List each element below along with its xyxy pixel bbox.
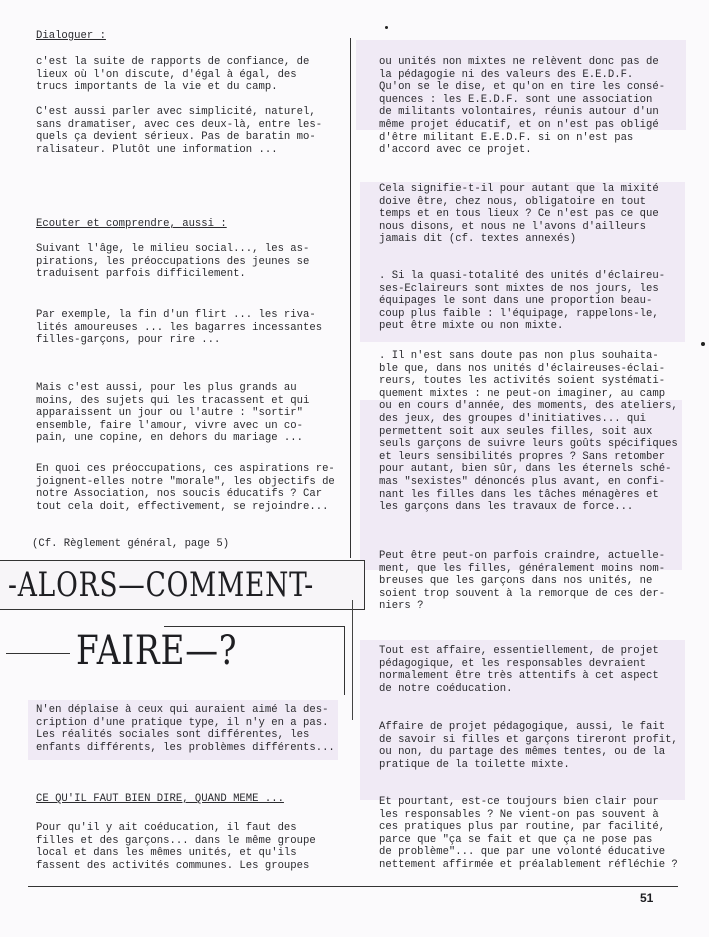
banner-line-2: FAIRE—? bbox=[76, 628, 238, 674]
paragraph: Par exemple, la fin d'un flirt ... les riva- lités amoureuses ... les bagarres incessantes filles-garçons, pour rire ... bbox=[36, 309, 323, 347]
paragraph: . Il n'est sans doute pas non plus souhaita- ble que, dans nos unités d'éclaireuses-éclai- reurs, toutes les activités soient systémati- quement mixtes : ne peut-on imaginer, au camp ou en cours d'année, des moments, des ateliers, des jeux, des groupes d'initiatives... qui permettent soit aux seules filles, soit aux seuls garçons de suivre leurs goûts spécifiques et leurs sensibilités propres ? Sans retomber pour autant, bien sûr, dans les éternels sché- mas "sexistes" dénoncés plus avant, en confi- nant les filles dans les tâches ménagères et les garçons dans les travaux de force... bbox=[379, 350, 678, 514]
heading-dialoguer: Dialoguer : bbox=[36, 30, 106, 42]
paragraph: ou unités non mixtes ne relèvent donc pas de la pédagogie ni des valeurs des E.E.D.F. Qu'on se le dise, et qu'on en tire les consé- quences : les E.E.D.F. sont une association de militants volontaires, réunis autour d'un même projet éducatif, et on n'est pas obligé d'être militant E.E.D.F. si on n'est pas d'accord avec ce projet. bbox=[379, 56, 666, 157]
column-divider bbox=[350, 38, 351, 558]
paragraph: Et pourtant, est-ce toujours bien clair pour les responsables ? Ne vient-on pas souvent à ces pratiques plus par routine, par facilité, parce que "ça se fait et que ça ne pose pas de problème"... que par une volonté éducative nettement affirmée et préalablement réfléchie ? bbox=[379, 796, 678, 871]
paragraph: En quoi ces préoccupations, ces aspirations re- joignent-elles notre "morale", les objectifs de notre Association, nos soucis éducatifs ? Car tout cela doit, effectivement, se rejoindre... bbox=[36, 463, 335, 513]
paragraph: C'est aussi parler avec simplicité, naturel, sans dramatiser, avec ces deux-là, entre les- quels ça devient sérieux. Pas de baratin mo- ralisateur. Plutôt une information ... bbox=[36, 106, 323, 156]
paragraph: c'est la suite de rapports de confiance, de lieux où l'on discute, d'égal à égal, des trucs importants de la vie et du camp. bbox=[36, 56, 310, 94]
paragraph: Pour qu'il y ait coéducation, il faut des filles et des garçons... dans le même groupe local et dans les mêmes unités, et qu'ils fassent des activités communes. Les groupes bbox=[36, 822, 316, 872]
page-number: 51 bbox=[640, 891, 654, 905]
footer-rule bbox=[28, 886, 678, 887]
paragraph: Tout est affaire, essentiellement, de projet pédagogique, et les responsables devraient normalement être très attentifs à cet aspect de notre coéducation. bbox=[379, 645, 659, 695]
scan-speck bbox=[701, 342, 705, 346]
banner-alors-comment bbox=[0, 560, 365, 610]
paragraph: . Si la quasi-totalité des unités d'éclaireu- ses-Eclaireurs sont mixtes de nos jours, les équipages le sont dans une proportion beau- coup plus faible : l'équipage, rappelons-le, peut être mixte ou non mixte. bbox=[379, 270, 666, 333]
heading-quand-meme: CE QU'IL FAUT BIEN DIRE, QUAND MEME ... bbox=[36, 793, 284, 805]
paragraph: Suivant l'âge, le milieu social..., les as- pirations, les préoccupations des jeunes se traduisent parfois difficilement. bbox=[36, 243, 310, 281]
banner-faire bbox=[0, 612, 344, 694]
column-divider bbox=[352, 600, 353, 720]
paragraph: Affaire de projet pédagogique, aussi, le fait de savoir si filles et garçons tireront profit, ou non, du partage des mêmes tentes, ou de la pratique de la toilette mixte. bbox=[379, 721, 678, 771]
paragraph: N'en déplaise à ceux qui auraient aimé la des- cription d'une pratique type, il n'y en a pas. Les réalités sociales sont différentes, les enfants différents, les problèmes différents... bbox=[36, 704, 335, 754]
banner-rule bbox=[6, 653, 70, 654]
reference-note: (Cf. Règlement général, page 5) bbox=[32, 538, 230, 550]
banner-line-1: -ALORS—COMMENT- bbox=[8, 565, 314, 605]
scan-speck bbox=[385, 26, 388, 29]
paragraph: Cela signifie-t-il pour autant que la mixité doive être, chez nous, obligatoire en tout temps et en tous lieux ? Ce n'est pas ce que nous disons, et nous ne l'avons d'ailleurs jamais dit (cf. textes annexés) bbox=[379, 183, 659, 246]
paragraph: Mais c'est aussi, pour les plus grands au moins, des sujets qui les tracassent et qui apparaissent un jour ou l'autre : "sortir" ensemble, faire l'amour, vivre avec un co- pain, une copine, en dehors du mariage ... bbox=[36, 382, 310, 445]
heading-ecouter: Ecouter et comprendre, aussi : bbox=[36, 218, 227, 230]
paragraph: Peut être peut-on parfois craindre, actuelle- ment, que les filles, généralement moins nom- breuses que les garçons dans nos unités, ne soient trop souvent à la remorque de ces der- niers ? bbox=[379, 550, 666, 613]
